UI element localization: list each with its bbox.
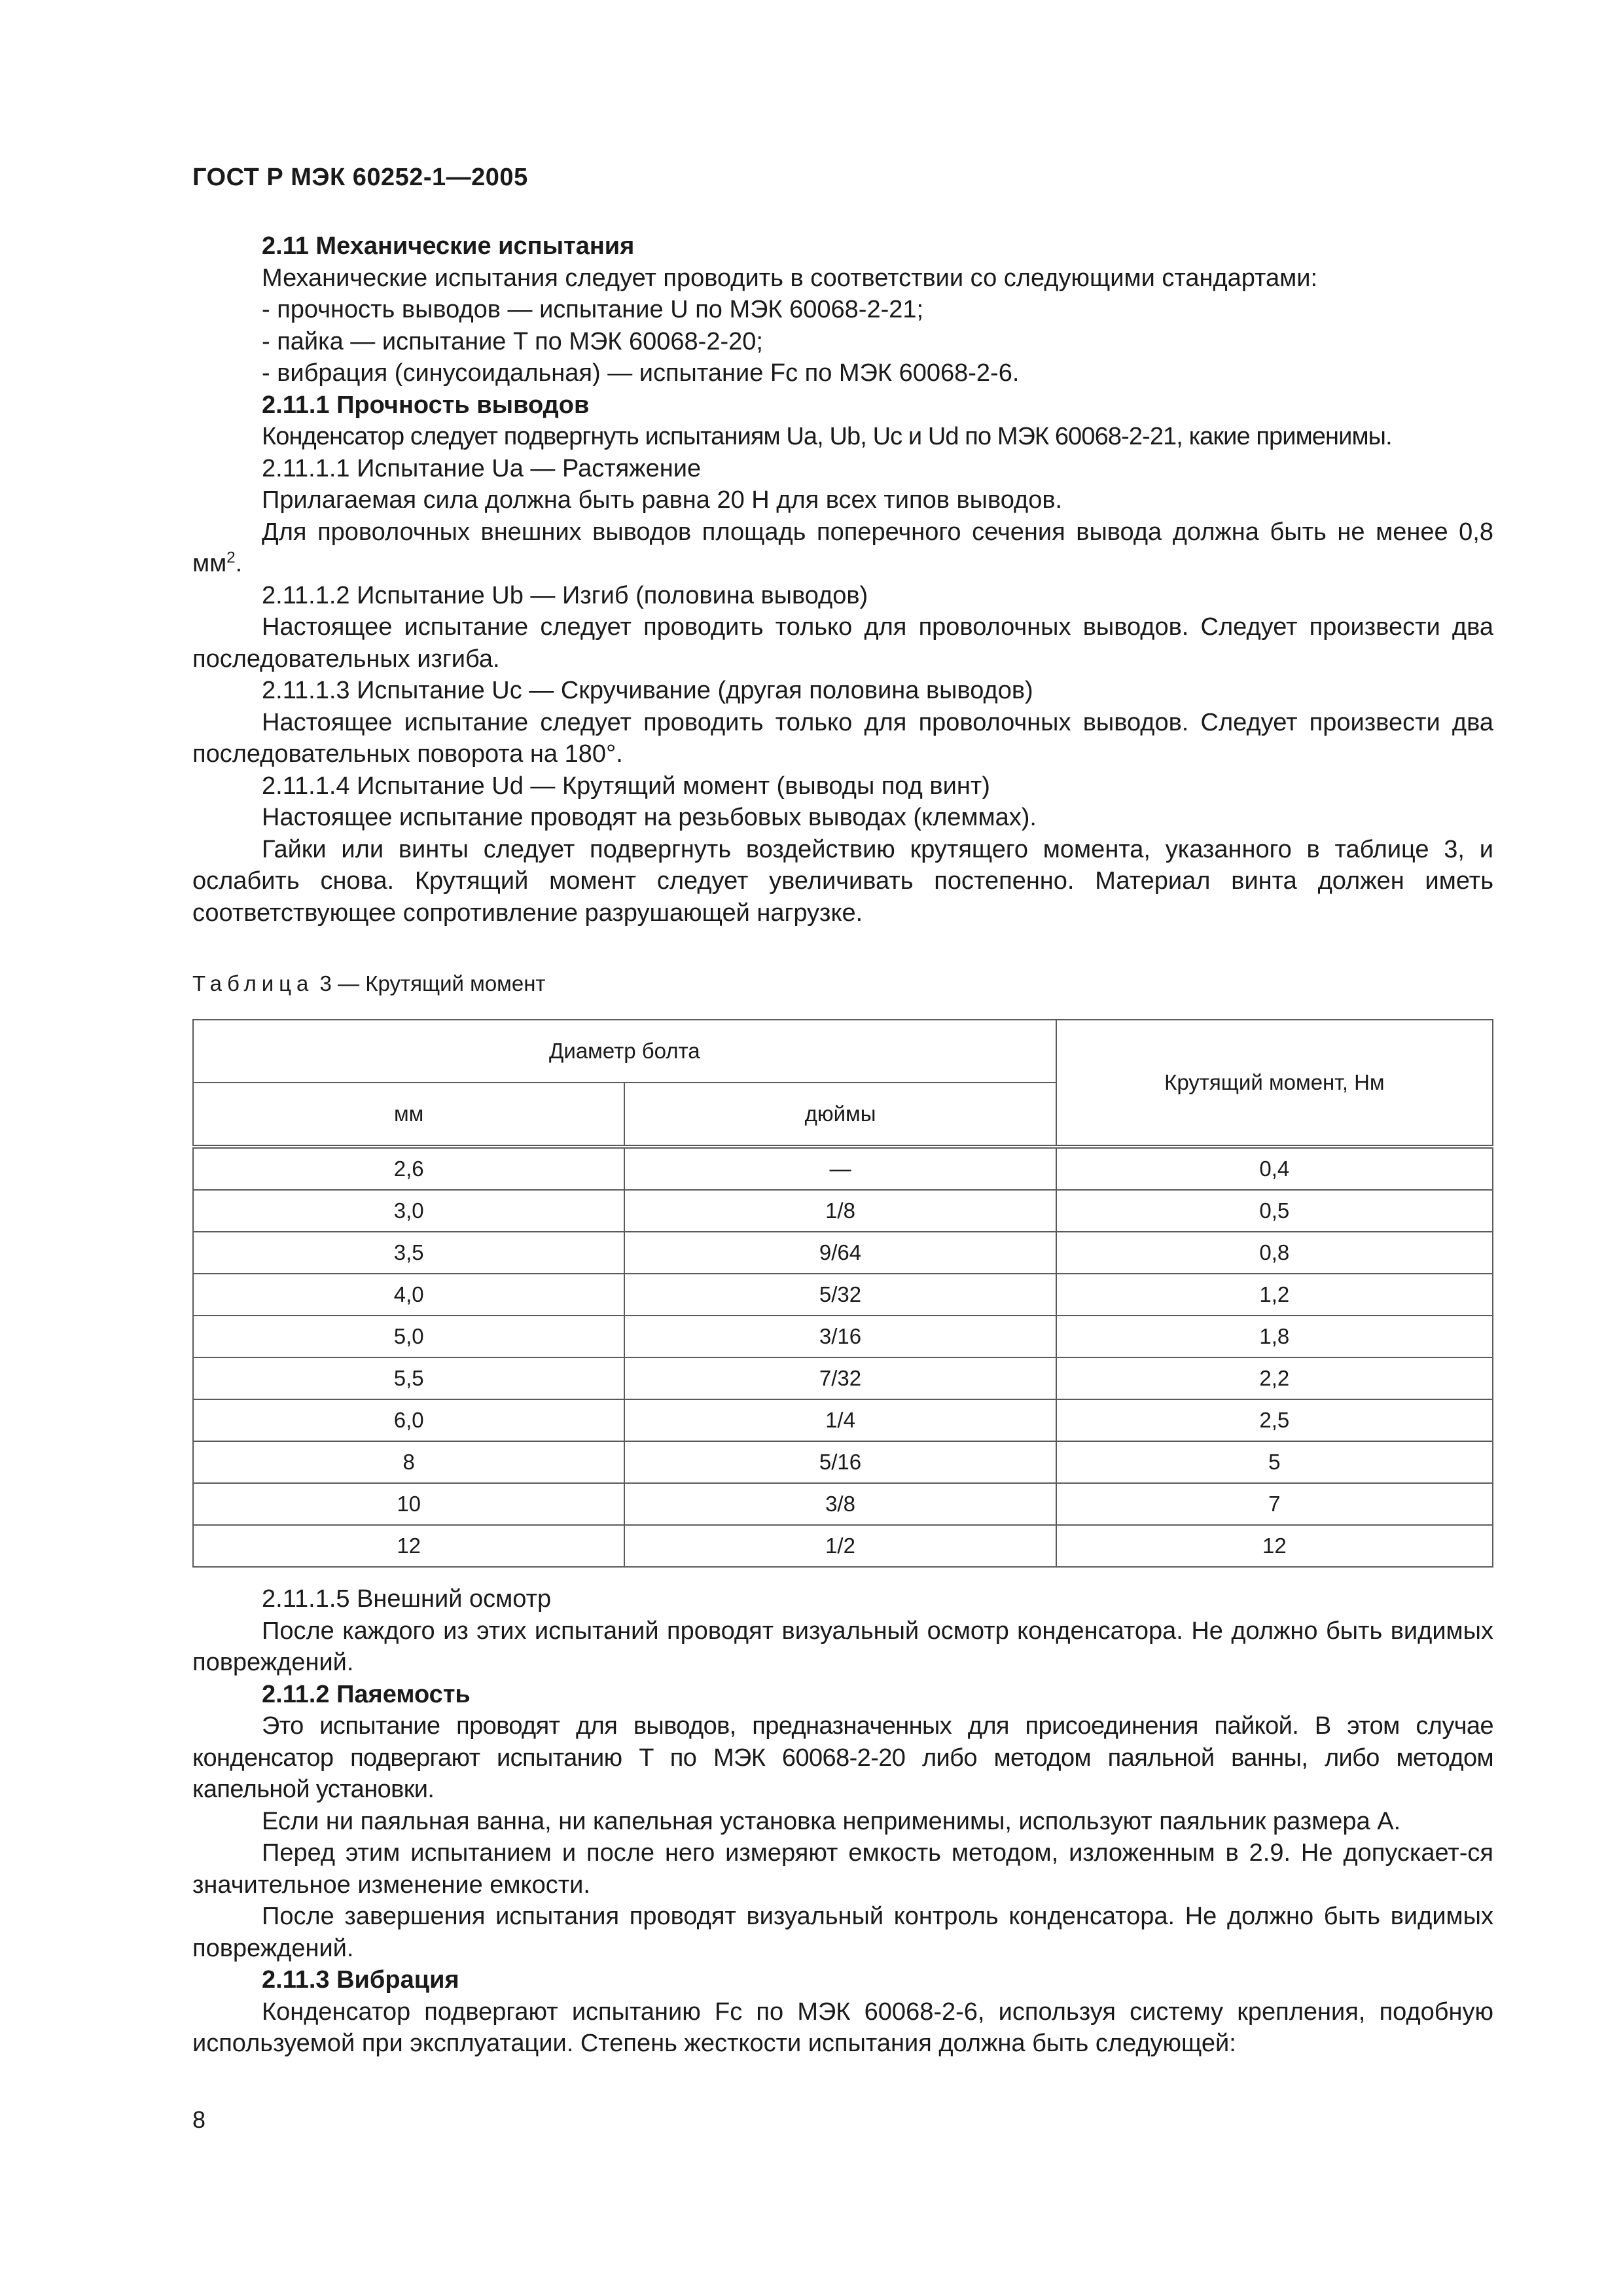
section-2-11-1-text: Конденсатор следует подвергнуть испытаниям Ua, Ub, Uc и Ud по МЭК 60068-2-21, какие применимы. bbox=[262, 423, 1392, 450]
cell-inches: 1/2 bbox=[624, 1525, 1056, 1567]
section-2-11-3-title: 2.11.3 Вибрация bbox=[262, 1966, 459, 1994]
cell-mm: 3,0 bbox=[193, 1190, 624, 1232]
cell-torque: 5 bbox=[1056, 1441, 1493, 1483]
list-item: - прочность выводов — испытание U по МЭК 60068-2-21; bbox=[262, 296, 924, 323]
table-row bbox=[193, 1232, 1493, 1274]
page-number: 8 bbox=[192, 2106, 206, 2133]
cell-inches: 3/8 bbox=[624, 1483, 1056, 1525]
table-row bbox=[193, 1357, 1493, 1399]
cell-mm: 10 bbox=[193, 1483, 624, 1525]
table-caption bbox=[192, 969, 1493, 998]
cell-mm: 2,6 bbox=[193, 1147, 624, 1190]
cell-mm: 5,5 bbox=[193, 1357, 624, 1399]
cell-torque: 0,8 bbox=[1056, 1232, 1493, 1274]
test-ua-title: 2.11.1.1 Испытание Ua — Растяжение bbox=[262, 454, 702, 482]
document-header: ГОСТ Р МЭК 60252-1—2005 bbox=[192, 164, 528, 191]
cell-mm: 4,0 bbox=[193, 1274, 624, 1316]
visual-inspection-paragraph: После каждого из этих испытаний проводят визуальный осмотр конденсатора. Не должно быть видимых повреждений. bbox=[192, 1617, 1493, 1676]
test-uc-title: 2.11.1.3 Испытание Uc — Скручивание (другая половина выводов) bbox=[262, 677, 1033, 704]
cell-torque: 1,2 bbox=[1056, 1274, 1493, 1316]
test-ud-paragraph-2: Гайки или винты следует подвергнуть воздействию крутящего момента, указанного в таблице 3, и ослабить снова. Крутящий момент следует увеличивать постепенно. Материал винта должен иметь соответствующее сопротивление разрушающей нагрузке. bbox=[192, 835, 1493, 927]
page-content bbox=[192, 230, 1493, 2060]
table-row bbox=[193, 1441, 1493, 1483]
table-row bbox=[193, 1483, 1493, 1525]
cell-inches: 5/32 bbox=[624, 1274, 1056, 1316]
section-2-11-2-title: 2.11.2 Паяемость bbox=[262, 1680, 471, 1708]
test-ua-area-text: Для проволочных внешних выводов площадь поперечного сечения вывода должна быть не менее 0,8 мм bbox=[192, 518, 1493, 577]
table-row bbox=[193, 1190, 1493, 1232]
section-2-11-1-title: 2.11.1 Прочность выводов bbox=[262, 391, 590, 419]
table-row bbox=[193, 1316, 1493, 1357]
cell-mm: 5,0 bbox=[193, 1316, 624, 1357]
header-torque: Крутящий момент, Нм bbox=[1056, 1020, 1493, 1147]
cell-inches: 1/4 bbox=[624, 1399, 1056, 1441]
cell-mm: 6,0 bbox=[193, 1399, 624, 1441]
cell-torque: 7 bbox=[1056, 1483, 1493, 1525]
section-2-11-title: 2.11 Механические испытания bbox=[262, 232, 635, 260]
test-ud-paragraph: Настоящее испытание проводят на резьбовых выводах (клеммах). bbox=[262, 804, 1037, 831]
cell-inches: 5/16 bbox=[624, 1441, 1056, 1483]
solderability-paragraph-4: После завершения испытания проводят визуальный контроль конденсатора. Не должно быть видимых повреждений. bbox=[192, 1903, 1493, 1962]
solderability-paragraph-3: Перед этим испытанием и после него измеряют емкость методом, изложенным в 2.9. Не допускает-ся значительное изменение емкости. bbox=[192, 1839, 1493, 1899]
table-caption-label: Таблица bbox=[192, 971, 314, 996]
cell-torque: 2,2 bbox=[1056, 1357, 1493, 1399]
cell-inches: 7/32 bbox=[624, 1357, 1056, 1399]
test-ub-paragraph: Настоящее испытание следует проводить только для проволочных выводов. Следует произвести два последовательных изгиба. bbox=[192, 613, 1493, 673]
list-item: - вибрация (синусоидальная) — испытание Fc по МЭК 60068-2-6. bbox=[262, 359, 1020, 387]
cell-torque: 0,5 bbox=[1056, 1190, 1493, 1232]
cell-inches: 3/16 bbox=[624, 1316, 1056, 1357]
visual-inspection-title: 2.11.1.5 Внешний осмотр bbox=[262, 1585, 552, 1613]
test-ua-paragraph: Прилагаемая сила должна быть равна 20 Н для всех типов выводов. bbox=[262, 486, 1063, 514]
header-mm: мм bbox=[193, 1083, 624, 1147]
test-ud-title: 2.11.1.4 Испытание Ud — Крутящий момент (выводы под винт) bbox=[262, 772, 990, 800]
vibration-paragraph: Конденсатор подвергают испытанию Fc по МЭК 60068-2-6, используя систему крепления, подобную используемой при эксплуатации. Степень жесткости испытания должна быть следующей: bbox=[192, 1998, 1493, 2057]
table-row bbox=[193, 1399, 1493, 1441]
cell-inches: — bbox=[624, 1147, 1056, 1190]
superscript: 2 bbox=[226, 548, 236, 567]
solderability-paragraph-1: Это испытание проводят для выводов, предназначенных для присоединения пайкой. В этом случае конденсатор подвергают испытанию T по МЭК 60068-2-20 либо методом паяльной ванны, либо методом капельной установки. bbox=[192, 1712, 1493, 1803]
cell-inches: 1/8 bbox=[624, 1190, 1056, 1232]
test-uc-paragraph: Настоящее испытание следует проводить только для проволочных выводов. Следует произвести два последовательных поворота на 180°. bbox=[192, 708, 1493, 768]
header-inches: дюймы bbox=[624, 1083, 1056, 1147]
test-ub-title: 2.11.1.2 Испытание Ub — Изгиб (половина выводов) bbox=[262, 581, 868, 609]
torque-table bbox=[192, 1019, 1493, 1568]
cell-torque: 1,8 bbox=[1056, 1316, 1493, 1357]
cell-mm: 3,5 bbox=[193, 1232, 624, 1274]
cell-mm: 12 bbox=[193, 1525, 624, 1567]
table-row bbox=[193, 1525, 1493, 1567]
cell-torque: 0,4 bbox=[1056, 1147, 1493, 1190]
table-row bbox=[193, 1147, 1493, 1190]
period: . bbox=[235, 550, 243, 577]
cell-mm: 8 bbox=[193, 1441, 624, 1483]
test-ua-paragraph-area bbox=[192, 516, 1493, 580]
cell-torque: 12 bbox=[1056, 1525, 1493, 1567]
cell-inches: 9/64 bbox=[624, 1232, 1056, 1274]
table-caption-text: 3 — Крутящий момент bbox=[313, 971, 546, 996]
list-item: - пайка — испытание T по МЭК 60068-2-20; bbox=[262, 327, 763, 355]
table-row bbox=[193, 1274, 1493, 1316]
cell-torque: 2,5 bbox=[1056, 1399, 1493, 1441]
header-bolt-diameter: Диаметр болта bbox=[193, 1020, 1056, 1083]
section-2-11-intro: Механические испытания следует проводить в соответствии со следующими стандартами: bbox=[262, 264, 1318, 292]
solderability-paragraph-2: Если ни паяльная ванна, ни капельная установка неприменимы, используют паяльник размера А. bbox=[262, 1807, 1401, 1835]
